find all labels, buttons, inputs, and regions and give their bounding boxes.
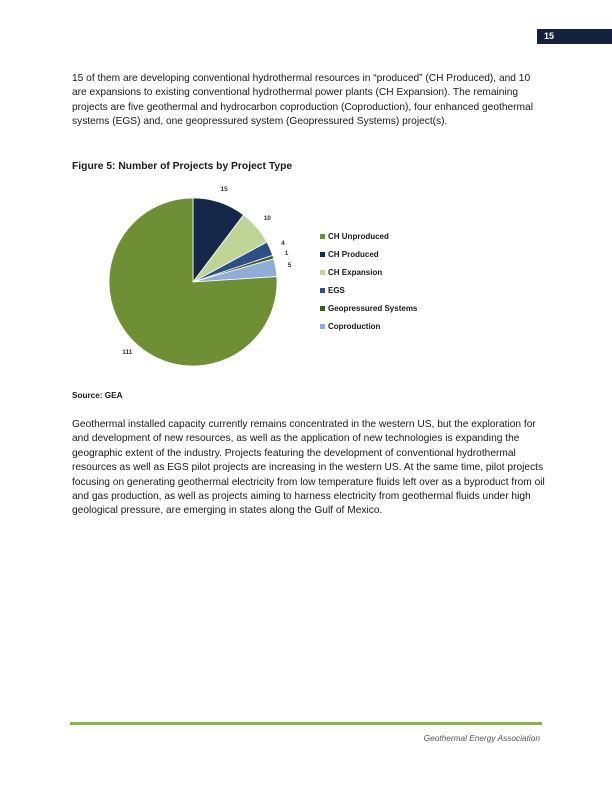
legend-swatch-coproduction <box>320 324 325 329</box>
data-label-egs: 4 <box>281 240 285 248</box>
legend-swatch-geopressured-systems <box>320 306 325 311</box>
pie-chart <box>72 180 492 380</box>
legend-label-ch-produced: CH Produced <box>328 250 379 259</box>
data-label-geopressured-systems: 1 <box>284 249 289 257</box>
legend-label-coproduction: Coproduction <box>328 322 381 331</box>
footer-rule <box>70 722 542 725</box>
footer-org: Geothermal Energy Association <box>423 733 540 743</box>
data-label-ch-expansion: 10 <box>263 215 271 223</box>
page-number: 15 <box>537 29 612 44</box>
legend-label-geopressured-systems: Geopressured Systems <box>328 304 418 313</box>
data-label-ch-produced: 15 <box>220 186 228 194</box>
intro-paragraph: 15 of them are developing conventional hydrothermal resources in “produced” (CH Produced), and 10 are expansions to existing conventional hydrothermal power plants (CH Expansion). The remaining projects are five geothermal and hydrocarbon coproduction (Coproduction), four enhanced geothermal systems (EGS) and, one geopressured system (Geopressured Systems) project(s). <box>72 73 533 128</box>
source-note: Source: GEA <box>72 391 123 400</box>
legend-swatch-ch-produced <box>320 252 325 257</box>
legend-label-egs: EGS <box>328 286 345 295</box>
data-label-coproduction: 5 <box>287 262 292 270</box>
legend-label-ch-unproduced: CH Unproduced <box>328 232 389 241</box>
legend-swatch-ch-expansion <box>320 270 325 275</box>
legend-swatch-ch-unproduced <box>320 234 325 239</box>
figure-title: Figure 5: Number of Projects by Project Type <box>72 161 293 172</box>
data-label-ch-unproduced: 111 <box>122 349 133 357</box>
legend-label-ch-expansion: CH Expansion <box>328 268 383 277</box>
body-paragraph: Geothermal installed capacity currently remains concentrated in the western US, but the exploration for and development of new resources, as well as the application of new technologies is expanding the geographic extent of the industry. Projects featuring the development of conventional hydrothermal resources as well as EGS pilot projects are increasing in the western US. At the same time, pilot projects focusing on generating geothermal electricity from low temperature fluids left over as a byproduct from oil and gas production, as well as projects aiming to harness electricity from geothermal fluids under high geological pressure, are emerging in states along the Gulf of Mexico. <box>72 419 545 517</box>
legend-swatch-egs <box>320 288 325 293</box>
